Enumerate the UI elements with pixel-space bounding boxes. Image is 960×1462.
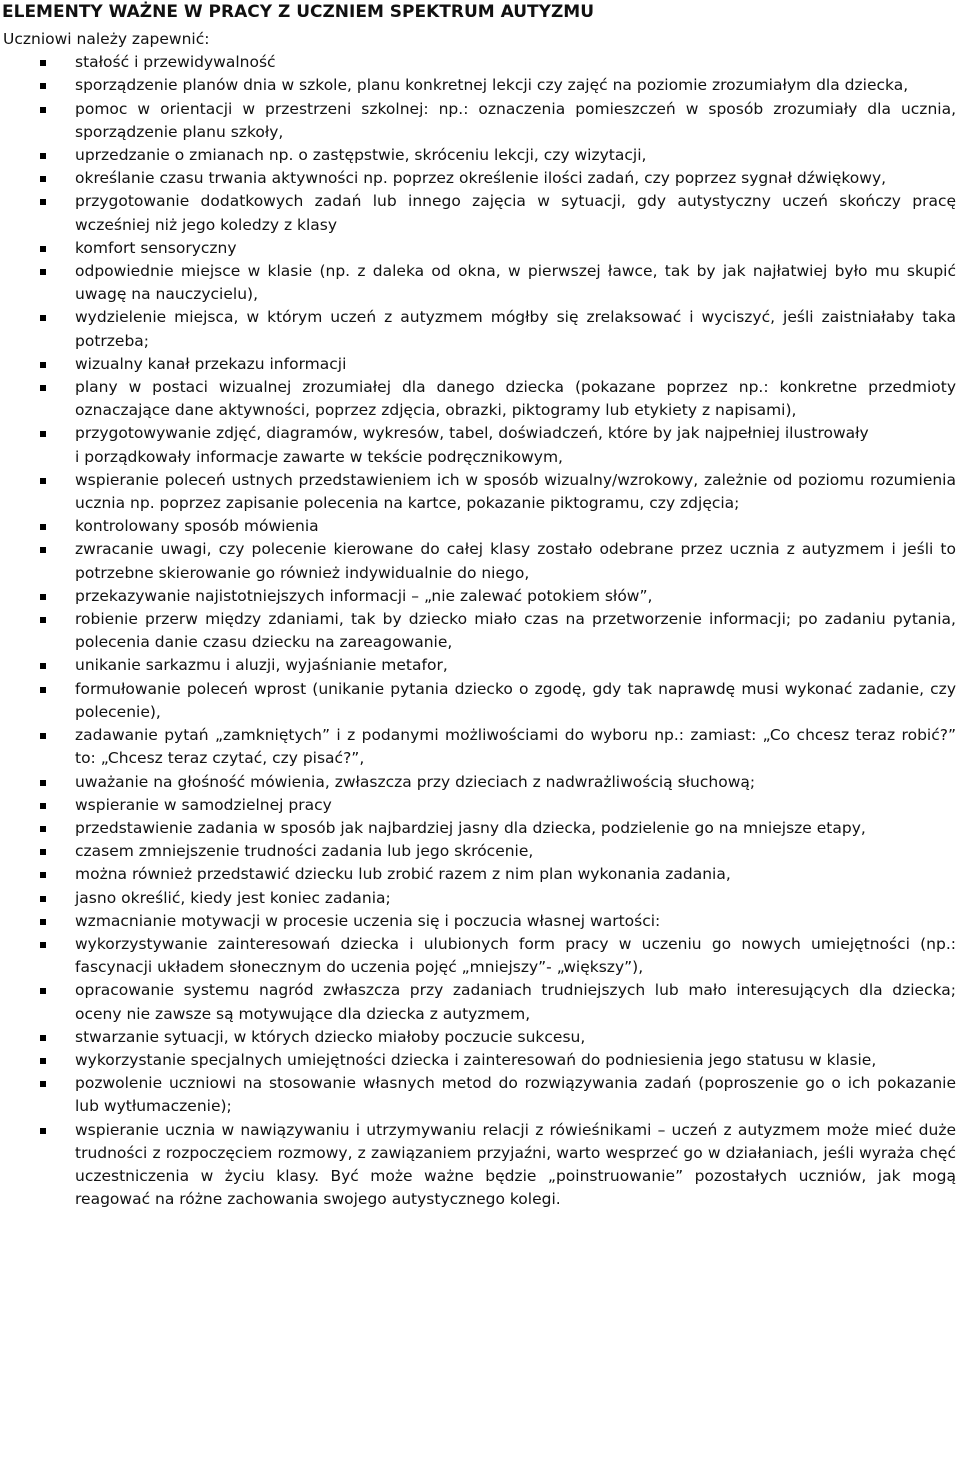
square-bullet-icon: [40, 478, 46, 484]
square-bullet-icon: [40, 60, 46, 66]
list-item: [0, 1049, 958, 1072]
list-item: [0, 863, 958, 886]
square-bullet-icon: [40, 431, 46, 437]
square-bullet-icon: [40, 83, 46, 89]
list-item-text: można również przedstawić dziecku lub zrobić razem z nim plan wykonania zadania,: [75, 865, 731, 884]
square-bullet-icon: [40, 153, 46, 159]
square-bullet-icon: [40, 872, 46, 878]
list-item: [0, 376, 958, 422]
list-item-text: sporządzenie planów dnia w szkole, planu konkretnej lekcji czy zajęć na poziomie zrozumiałym dla dziecka,: [75, 76, 909, 95]
square-bullet-icon: [40, 733, 46, 739]
square-bullet-icon: [40, 269, 46, 275]
list-item-text: wspieranie ucznia w nawiązywaniu i utrzymywaniu relacji z rówieśnikami – uczeń z autyzmem może mieć duże trudności z rozpoczęciem rozmowy, z zawiązaniem przyjaźni, warto wesprzeć go w działaniach, jeśli wyraża chęć uczestniczenia w życiu klasy. Być może ważne będzie „poinstruowanie” pozostałych uczniów, jak mogą reagować na różne zachowania swojego autystycznego kolegi.: [75, 1120, 956, 1209]
square-bullet-icon: [40, 1035, 46, 1041]
list-item: [0, 260, 958, 306]
list-item: [0, 515, 958, 538]
list-item: [0, 469, 958, 515]
list-item: [0, 98, 958, 144]
list-item-text: wspieranie w samodzielnej pracy: [75, 795, 332, 814]
list-item-text: stałość i przewidywalność: [75, 53, 276, 72]
list-item: [0, 910, 958, 933]
square-bullet-icon: [40, 896, 46, 902]
list-item: [0, 74, 958, 97]
square-bullet-icon: [40, 176, 46, 182]
square-bullet-icon: [40, 780, 46, 786]
list-item-text: pozwolenie uczniowi na stosowanie własnych metod do rozwiązywania zadań (poproszenie go o ich pokazanie lub wytłumaczenie);: [75, 1074, 956, 1116]
square-bullet-icon: [40, 617, 46, 623]
square-bullet-icon: [40, 524, 46, 530]
square-bullet-icon: [40, 385, 46, 391]
list-item-text: komfort sensoryczny: [75, 238, 237, 257]
square-bullet-icon: [40, 246, 46, 252]
list-item-text: przygotowywanie zdjęć, diagramów, wykresów, tabel, doświadczeń, które by jak najpełniej ilustrowały: [75, 424, 869, 443]
list-item: [0, 654, 958, 677]
list-item-text: wykorzystanie specjalnych umiejętności dziecka i zainteresowań do podniesienia jego statusu w klasie,: [75, 1050, 877, 1069]
list-item-text: odpowiednie miejsce w klasie (np. z daleka od okna, w pierwszej ławce, tak by jak najłatwiej było mu skupić uwagę na nauczycielu),: [75, 262, 956, 304]
list-item: [0, 887, 958, 910]
list-item-text: uprzedzanie o zmianach np. o zastępstwie, skróceniu lekcji, czy wizytacji,: [75, 146, 647, 165]
list-item-text: wydzielenie miejsca, w którym uczeń z autyzmem mógłby się zrelaksować i wyciszyć, jeśli zaistniałaby taka potrzeba;: [75, 308, 956, 350]
list-item-text: wzmacnianie motywacji w procesie uczenia się i poczucia własnej wartości:: [75, 911, 661, 930]
list-item-text: przekazywanie najistotniejszych informacji – „nie zalewać potokiem słów”,: [75, 586, 653, 605]
list-item: [0, 190, 958, 236]
list-item: [0, 585, 958, 608]
square-bullet-icon: [40, 849, 46, 855]
bullet-list: [0, 51, 958, 1211]
list-item-text: unikanie sarkazmu i aluzji, wyjaśnianie metafor,: [75, 656, 448, 675]
list-item: [0, 979, 958, 1025]
list-item-text: kontrolowany sposób mówienia: [75, 517, 319, 536]
square-bullet-icon: [40, 199, 46, 205]
square-bullet-icon: [40, 919, 46, 925]
list-item: [0, 817, 958, 840]
list-item-text: formułowanie poleceń wprost (unikanie pytania dziecko o zgodę, gdy tak naprawdę musi wykonać zadanie, czy polecenie),: [75, 679, 956, 721]
list-item-text: jasno określić, kiedy jest koniec zadania;: [75, 888, 391, 907]
list-item-text: opracowanie systemu nagród zwłaszcza przy zadaniach trudniejszych lub mało interesujących dla dziecka; oceny nie zawsze są motywujące dla dziecka z autyzmem,: [75, 981, 956, 1023]
list-item: [0, 678, 958, 724]
list-item-text: plany w postaci wizualnej zrozumiałej dla danego dziecka (pokazane poprzez np.: konkretne przedmioty oznaczające dane aktywności, poprzez zdjęcia, obrazki, piktogramy lub etykiety z napisami),: [75, 378, 956, 420]
document-title: ELEMENTY WAŻNE W PRACY Z UCZNIEM SPEKTRUM AUTYZMU: [2, 2, 595, 22]
square-bullet-icon: [40, 1058, 46, 1064]
list-item: [0, 538, 958, 584]
list-item: [0, 933, 958, 979]
list-item: [0, 446, 958, 469]
list-item: [0, 1026, 958, 1049]
list-item: [0, 724, 958, 770]
list-item-text: zadawanie pytań „zamkniętych” i z podanymi możliwościami do wyboru np.: zamiast: „Co chcesz teraz robić?” to: „Chcesz teraz czytać, czy pisać?”,: [75, 726, 956, 768]
list-item: [0, 840, 958, 863]
list-item: [0, 353, 958, 376]
list-item: [0, 608, 958, 654]
list-item: [0, 306, 958, 352]
list-item: [0, 237, 958, 260]
list-item-text: wspieranie poleceń ustnych przedstawieniem ich w sposób wizualny/wzrokowy, zależnie od poziomu rozumienia ucznia np. poprzez zapisanie polecenia na kartce, pokazanie piktogramu, czy zdjęcia;: [75, 470, 956, 513]
square-bullet-icon: [40, 826, 46, 832]
square-bullet-icon: [40, 547, 46, 553]
list-item-text: zwracanie uwagi, czy polecenie kierowane do całej klasy zostało odebrane przez ucznia z autyzmem i jeśli to potrzebne skierowanie go również indywidualnie do niego,: [75, 540, 956, 582]
list-item-text: pomoc w orientacji w przestrzeni szkolnej: np.: oznaczenia pomieszczeń w sposób zrozumiały dla ucznia, sporządzenie planu szkoły,: [75, 99, 956, 141]
list-item-text: czasem zmniejszenie trudności zadania lub jego skrócenie,: [75, 842, 534, 861]
list-item-text: przygotowanie dodatkowych zadań lub innego zajęcia w sytuacji, gdy autystyczny uczeń skończy pracę wcześniej niż jego koledzy z klasy: [75, 192, 956, 234]
intro-text: Uczniowi należy zapewnić:: [3, 30, 210, 48]
square-bullet-icon: [40, 988, 46, 994]
list-item-text: określanie czasu trwania aktywności np. poprzez określenie ilości zadań, czy poprzez sygnał dźwiękowy,: [75, 169, 887, 188]
list-item-text: przedstawienie zadania w sposób jak najbardziej jasny dla dziecka, podzielenie go na mniejsze etapy,: [75, 818, 866, 837]
list-item: [0, 1072, 958, 1118]
square-bullet-icon: [40, 1128, 46, 1134]
list-item: [0, 51, 958, 74]
square-bullet-icon: [40, 803, 46, 809]
list-item-text: stwarzanie sytuacji, w których dziecko miałoby poczucie sukcesu,: [75, 1027, 586, 1046]
list-item: [0, 1119, 958, 1212]
list-item: [0, 794, 958, 817]
square-bullet-icon: [40, 594, 46, 600]
square-bullet-icon: [40, 687, 46, 693]
square-bullet-icon: [40, 107, 46, 113]
list-item-text: i porządkowały informacje zawarte w tekście podręcznikowym,: [75, 447, 563, 466]
list-item: [0, 422, 958, 445]
square-bullet-icon: [40, 315, 46, 321]
list-item-text: robienie przerw między zdaniami, tak by dziecko miało czas na przetworzenie informacji; po zadaniu pytania, polecenia danie czasu dziecku na zareagowanie,: [75, 610, 956, 652]
list-item: [0, 771, 958, 794]
list-item-text: wizualny kanał przekazu informacji: [75, 354, 347, 373]
list-item: [0, 144, 958, 167]
square-bullet-icon: [40, 362, 46, 368]
list-item-text: wykorzystywanie zainteresowań dziecka i ulubionych form pracy w uczeniu go nowych umiejętności (np.: fascynacji układem słonecznym do uczenia pojęć „mniejszy”- „większy”),: [75, 934, 956, 977]
square-bullet-icon: [40, 1081, 46, 1087]
list-item-text: uważanie na głośność mówienia, zwłaszcza przy dzieciach z nadwrażliwością słuchową;: [75, 772, 756, 791]
list-item: [0, 167, 958, 190]
square-bullet-icon: [40, 942, 46, 948]
square-bullet-icon: [40, 663, 46, 669]
